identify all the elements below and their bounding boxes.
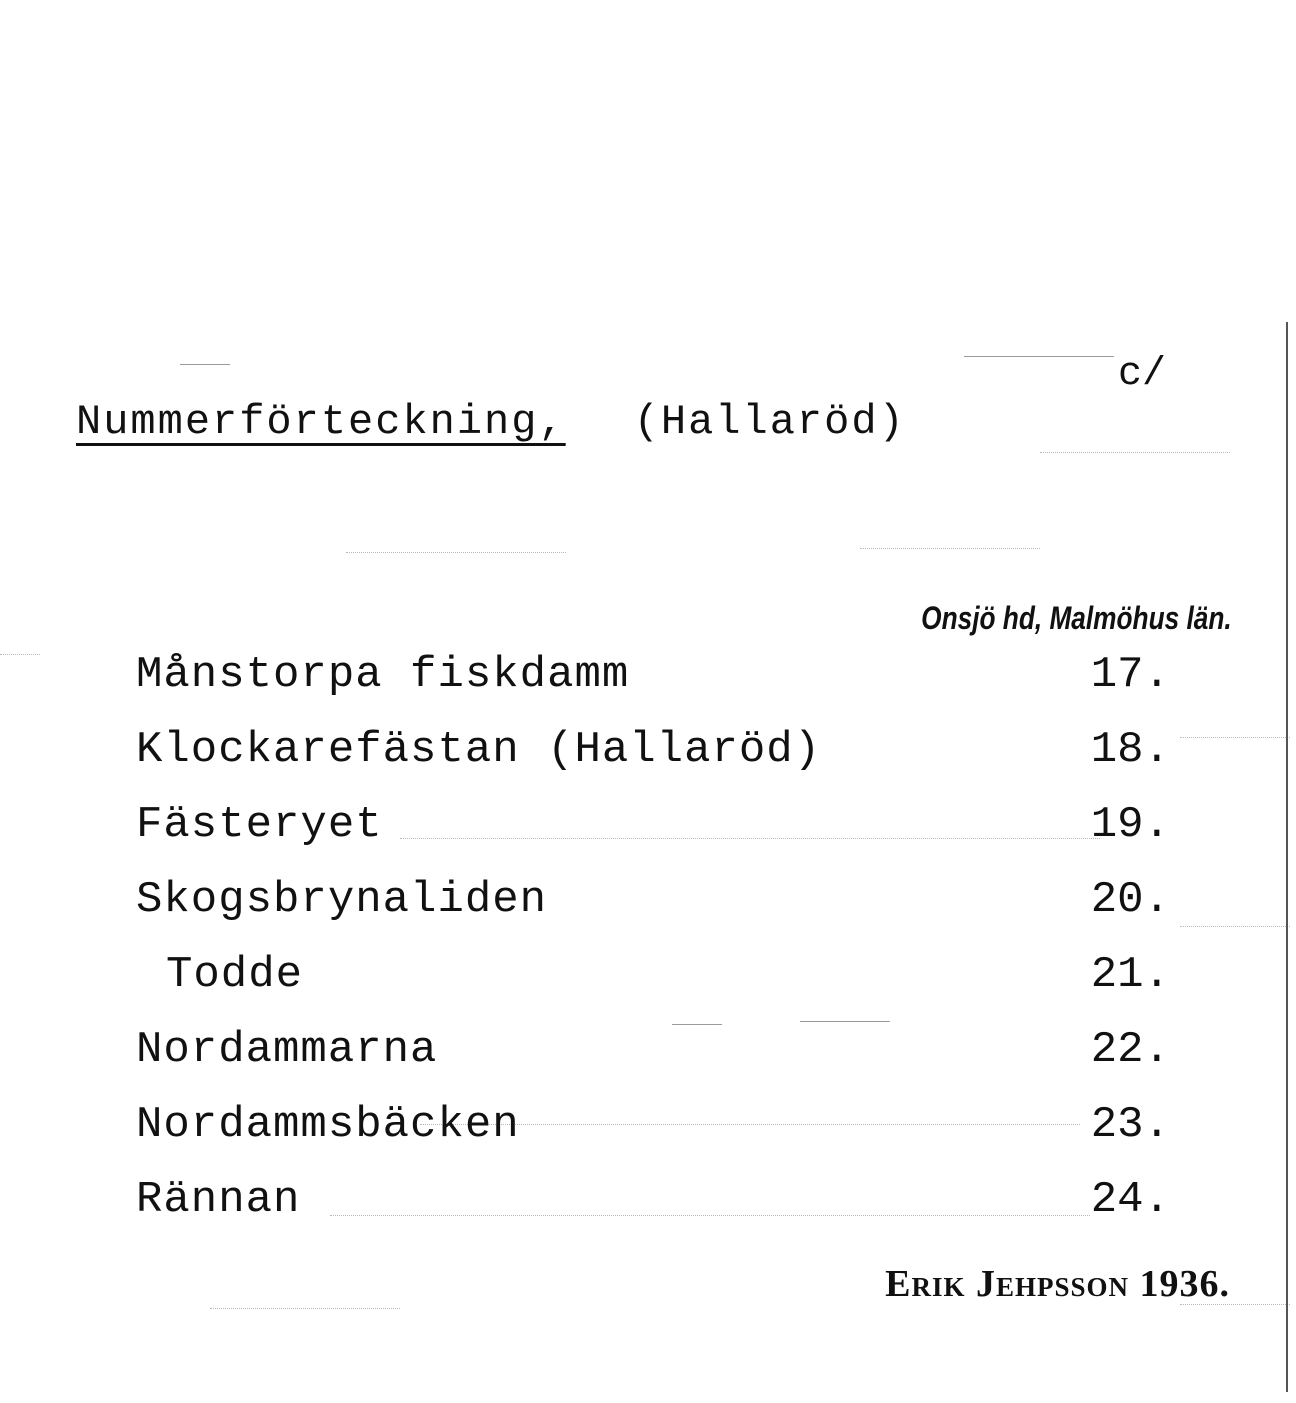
signature: Erik Jehpsson 1936. [885, 1263, 1230, 1305]
parish-name: (Hallaröd) [633, 398, 906, 446]
entry-number: 22. [1090, 1025, 1170, 1075]
list-item [0, 725, 1296, 800]
list-item [0, 950, 1296, 1025]
list-item [0, 800, 1296, 875]
guide-line [964, 356, 1114, 357]
entry-name: Månstorpa fiskdamm [136, 650, 630, 700]
list-item [0, 650, 1296, 725]
entry-name: Nordammarna [136, 1025, 438, 1075]
entry-number: 21. [1090, 950, 1170, 1000]
entry-name: Nordammsbäcken [136, 1100, 520, 1150]
entry-name: Klockarefästan (Hallaröd) [136, 725, 822, 775]
entry-number: 23. [1090, 1100, 1170, 1150]
entry-name: Skogsbrynaliden [136, 875, 548, 925]
entry-number: 17. [1090, 650, 1170, 700]
guide-line [860, 548, 1040, 549]
entry-list [0, 650, 1296, 1250]
entry-name: Rännan [136, 1175, 301, 1225]
entry-number: 20. [1090, 875, 1170, 925]
guide-line [1040, 452, 1230, 453]
heading: Nummerförteckning, [76, 398, 566, 446]
list-item [0, 1175, 1296, 1250]
guide-line [210, 1308, 400, 1309]
entry-number: 24. [1090, 1175, 1170, 1225]
district-stamp: Onsjö hd, Malmöhus län. [921, 600, 1232, 636]
list-item [0, 1025, 1296, 1100]
list-item [0, 875, 1296, 950]
corner-mark: c/ [1118, 352, 1167, 397]
guide-line [180, 364, 230, 365]
entry-name: Fästeryet [136, 800, 383, 850]
entry-number: 19. [1090, 800, 1170, 850]
entry-name: Todde [166, 950, 304, 1000]
entry-number: 18. [1090, 725, 1170, 775]
guide-line [346, 552, 566, 553]
list-item [0, 1100, 1296, 1175]
card-title [76, 398, 906, 446]
